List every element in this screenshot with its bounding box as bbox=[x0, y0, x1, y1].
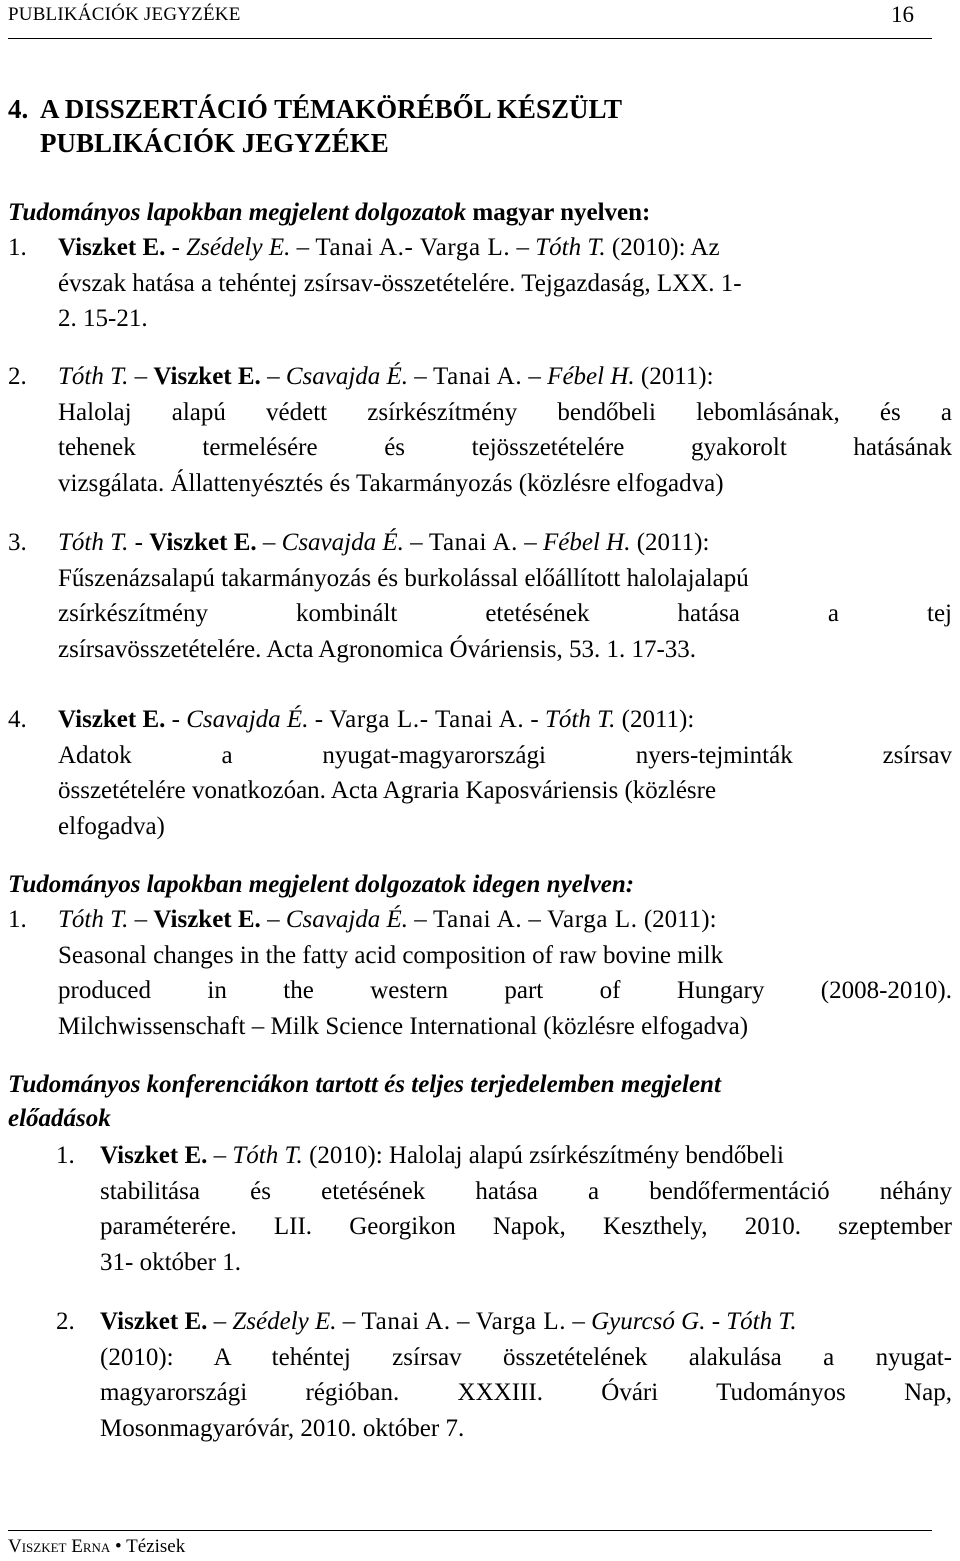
chapter-heading bbox=[8, 92, 928, 160]
chapter-title-line1: A DISSZERTÁCIÓ TÉMAKÖRÉBŐL KÉSZÜLT bbox=[40, 94, 623, 124]
entry-line: 2. 15-21. bbox=[58, 305, 148, 332]
entry-line: Viszket E. - Csavajda É. - Varga L.- Tanai A. - Tóth T. (2011): bbox=[58, 706, 695, 733]
page-header bbox=[8, 0, 932, 40]
entry-line: stabilitása és etetésének hatása a bendőfermentáció néhány bbox=[100, 1177, 952, 1205]
footer-author: Viszket Erna bbox=[8, 1536, 111, 1557]
page-number: 16 bbox=[891, 2, 914, 27]
section-title-plain: magyar nyelven: bbox=[466, 199, 651, 226]
entry-text bbox=[58, 902, 952, 1044]
footer-text bbox=[8, 1536, 185, 1558]
entry-text bbox=[58, 359, 952, 501]
entry-line: magyarországi régióban. XXXIII. Óvári Tudományos Nap, bbox=[100, 1379, 952, 1406]
entry-line: Fűszenázsalapú takarmányozás és burkolással előállított halolajalapú bbox=[58, 564, 749, 592]
entry-text bbox=[58, 230, 952, 337]
entry-line: Halolaj alapú védett zsírkészítmény bendőbeli lebomlásának, és a bbox=[58, 398, 952, 426]
footer-rule bbox=[8, 1530, 932, 1531]
section-title-italic: Tudományos lapokban megjelent dolgozatok idegen nyelven: bbox=[8, 871, 635, 898]
entry-line: összetételére vonatkozóan. Acta Agraria Kaposváriensis (közlésre bbox=[58, 777, 717, 804]
entry-index: 1. bbox=[56, 1142, 75, 1169]
section-title-italic-line2: előadások bbox=[8, 1105, 111, 1132]
section-title-italic: Tudományos lapokban megjelent dolgozatok bbox=[8, 199, 467, 226]
entry-index: 1. bbox=[8, 234, 27, 261]
entry-line: Seasonal changes in the fatty acid composition of raw bovine milk bbox=[58, 941, 724, 969]
chapter-title-line2: PUBLIKÁCIÓK JEGYZÉKE bbox=[40, 128, 389, 158]
page-footer bbox=[8, 1530, 932, 1560]
entry-line: zsírkészítmény kombinált etetésének hatása a tej bbox=[58, 600, 952, 627]
section-title-conference bbox=[8, 1068, 948, 1136]
entry-text bbox=[100, 1138, 952, 1280]
entry-line: paraméterére. LII. Georgikon Napok, Keszthely, 2010. szeptember bbox=[100, 1213, 952, 1240]
entry-line: produced in the western part of Hungary (2008-2010). bbox=[58, 977, 952, 1004]
entry-line: Viszket E. – Tóth T. (2010): Halolaj alapú zsírkészítmény bendőbeli bbox=[100, 1142, 784, 1169]
entry-line: (2010): A tehéntej zsírsav összetételének alakulása a nyugat- bbox=[100, 1343, 952, 1371]
entry-text bbox=[58, 525, 952, 667]
header-rule bbox=[8, 38, 932, 39]
section-title-hungarian bbox=[8, 196, 948, 230]
entry-line: évszak hatása a tehéntej zsírsav-összetételére. Tejgazdaság, LXX. 1- bbox=[58, 269, 742, 297]
entry-line: tehenek termelésére és tejösszetételére gyakorolt hatásának bbox=[58, 434, 952, 461]
entry-line: vizsgálata. Állattenyésztés és Takarmányozás (közlésre elfogadva) bbox=[58, 469, 724, 497]
footer-separator: • bbox=[115, 1536, 122, 1557]
entry-text bbox=[100, 1304, 952, 1446]
entry-line: 31- október 1. bbox=[100, 1248, 241, 1276]
entry-line: Tóth T. – Viszket E. – Csavajda É. – Tanai A. – Fébel H. (2011): bbox=[58, 363, 714, 390]
entry-line: Milchwissenschaft – Milk Science International (közlésre elfogadva) bbox=[58, 1012, 749, 1040]
entry-line: Adatok a nyugat-magyarországi nyers-tejminták zsírsav bbox=[58, 741, 952, 769]
section-title-foreign bbox=[8, 868, 948, 902]
entry-line: Tóth T. - Viszket E. – Csavajda É. – Tanai A. – Fébel H. (2011): bbox=[58, 529, 710, 556]
entry-index: 2. bbox=[8, 363, 27, 390]
entry-line: Mosonmagyaróvár, 2010. október 7. bbox=[100, 1414, 465, 1442]
entry-text bbox=[58, 702, 952, 844]
entry-index: 2. bbox=[56, 1308, 75, 1335]
section-title-italic: Tudományos konferenciákon tartott és teljes terjedelemben megjelent bbox=[8, 1071, 721, 1098]
entry-index: 1. bbox=[8, 906, 27, 933]
entry-index: 3. bbox=[8, 529, 27, 556]
chapter-number: 4. bbox=[8, 94, 29, 124]
entry-line: Viszket E. - Zsédely E. – Tanai A.- Varga L. – Tóth T. (2010): Az bbox=[58, 234, 720, 261]
running-head: PUBLIKÁCIÓK JEGYZÉKE bbox=[8, 4, 241, 25]
entry-line: Tóth T. – Viszket E. – Csavajda É. – Tanai A. – Varga L. (2011): bbox=[58, 906, 717, 933]
entry-index: 4. bbox=[8, 706, 27, 733]
entry-line: elfogadva) bbox=[58, 812, 165, 840]
entry-line: Viszket E. – Zsédely E. – Tanai A. – Varga L. – Gyurcsó G. - Tóth T. bbox=[100, 1308, 797, 1335]
footer-label: Tézisek bbox=[126, 1536, 186, 1557]
entry-line: zsírsavösszetételére. Acta Agronomica Óváriensis, 53. 1. 17-33. bbox=[58, 635, 697, 663]
